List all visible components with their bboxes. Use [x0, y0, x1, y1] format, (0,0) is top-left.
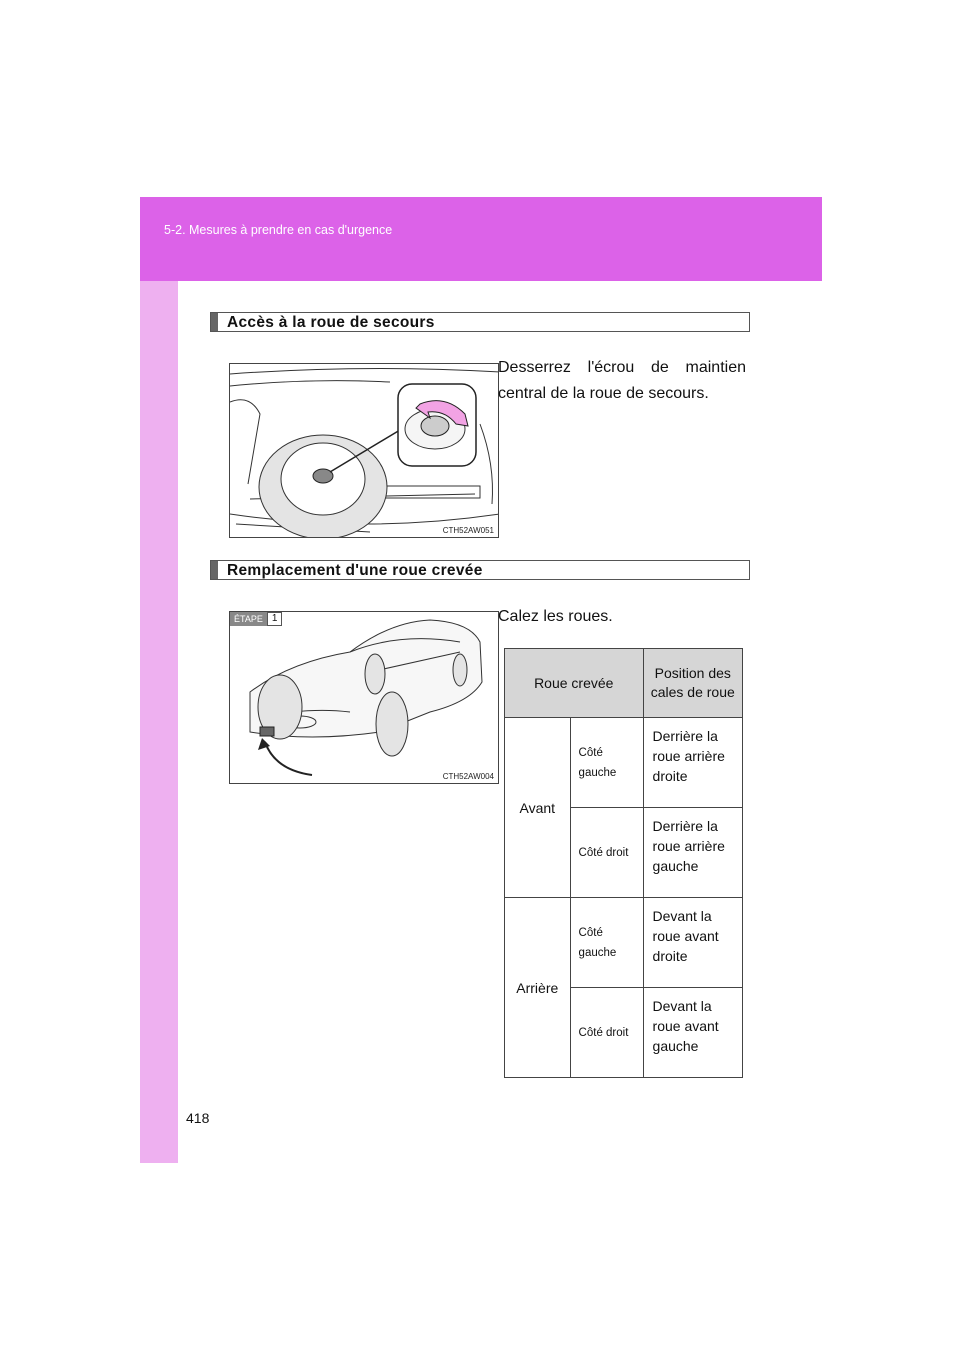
figure-code: CTH52AW051	[442, 526, 494, 535]
group-label: Arrière	[505, 898, 571, 1078]
figure-code: CTH52AW004	[442, 772, 494, 781]
side-label: Côté gauche	[578, 926, 617, 959]
table-row	[505, 898, 743, 988]
section-title: Remplacement d'une roue crevée	[227, 562, 483, 579]
wheel-chock-table	[504, 648, 743, 1078]
table-row	[505, 718, 743, 808]
side-label: Côté droit	[578, 1026, 629, 1039]
chock-position: Derrière la roue arrière gauche	[643, 808, 742, 898]
section-title: Accès à la roue de secours	[227, 314, 435, 331]
chock-position: Derrière la roue arrière droite	[643, 718, 742, 808]
table-header: Position des cales de roue	[643, 649, 742, 718]
chock-position: Devant la roue avant gauche	[643, 988, 742, 1078]
trunk-spare-drawing	[230, 364, 499, 538]
wheel-chock-illustration	[229, 611, 499, 784]
spare-tire-illustration	[229, 363, 499, 538]
breadcrumb: 5-2. Mesures à prendre en cas d'urgence	[164, 223, 393, 237]
section-title-spare-access	[210, 312, 750, 332]
section-marker	[211, 561, 218, 579]
group-label: Avant	[505, 718, 571, 898]
step-number: 1	[267, 612, 283, 626]
step-label: ÉTAPE	[230, 612, 267, 626]
section-marker	[211, 313, 218, 331]
side-tab	[140, 197, 178, 1163]
table-header-row	[505, 649, 743, 718]
page-number: 418	[186, 1110, 210, 1126]
side-label: Côté gauche	[578, 746, 617, 779]
instruction-text: Desserrez l'écrou de maintien central de la roue de secours.	[498, 359, 746, 402]
instruction-text: Calez les roues.	[498, 608, 613, 625]
table-header: Roue crevée	[505, 649, 644, 718]
section-title-flat-replace	[210, 560, 750, 580]
chock-position: Devant la roue avant droite	[643, 898, 742, 988]
car-chock-drawing	[230, 612, 499, 784]
step-badge	[230, 612, 282, 626]
page-header	[140, 197, 822, 281]
side-label: Côté droit	[578, 846, 629, 859]
